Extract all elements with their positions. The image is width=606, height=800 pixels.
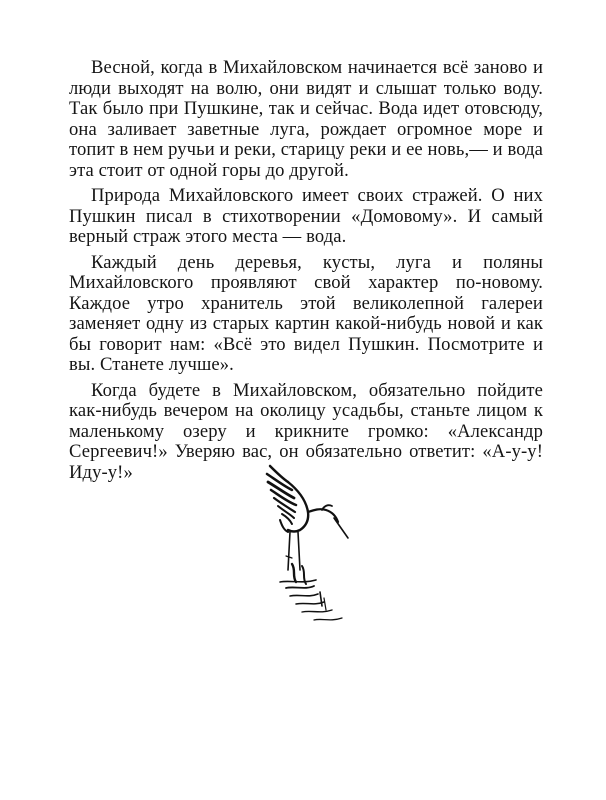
heron-sketch-illustration [262,460,352,630]
text-page [69,58,543,488]
paragraph-gallery: Каждый день деревья, кусты, луга и поляны Михайловского проявляют свой характер по-новому. Каждое утро хранитель этой великолепной галереи заменяет одну из старых картин какой-нибудь новой и как бы говорит нам: «Всё это видел Пушкин. Посмотрите и вы. Станете лучше». [69,251,543,375]
paragraph-guardians: Природа Михайловского имеет своих стражей. О них Пушкин писал в стихотворении «Домовому». И самый верный страж этого места — вода. [69,185,543,247]
paragraph-spring-water: Весной, когда в Михайловском начинается всё заново и люди выходят на волю, они видят и слышат только воду. Так было при Пушкине, так и сейчас. Вода идет отовсюду, она заливает заветные луга, рождает огромное море и топит в нем ручьи и реки, старицу реки и ее новь,— и вода эта стоит от одной горы до другой. [69,57,543,181]
paragraph-echo: Когда будете в Михайловском, обязательно пойдите как-нибудь вечером на околицу усадьбы, станьте лицом к маленькому озеру и крикните громко: «Александр Сергеевич!» Уверяю вас, он обязательно ответит: «А-у-у! Иду-у!» [69,379,543,483]
